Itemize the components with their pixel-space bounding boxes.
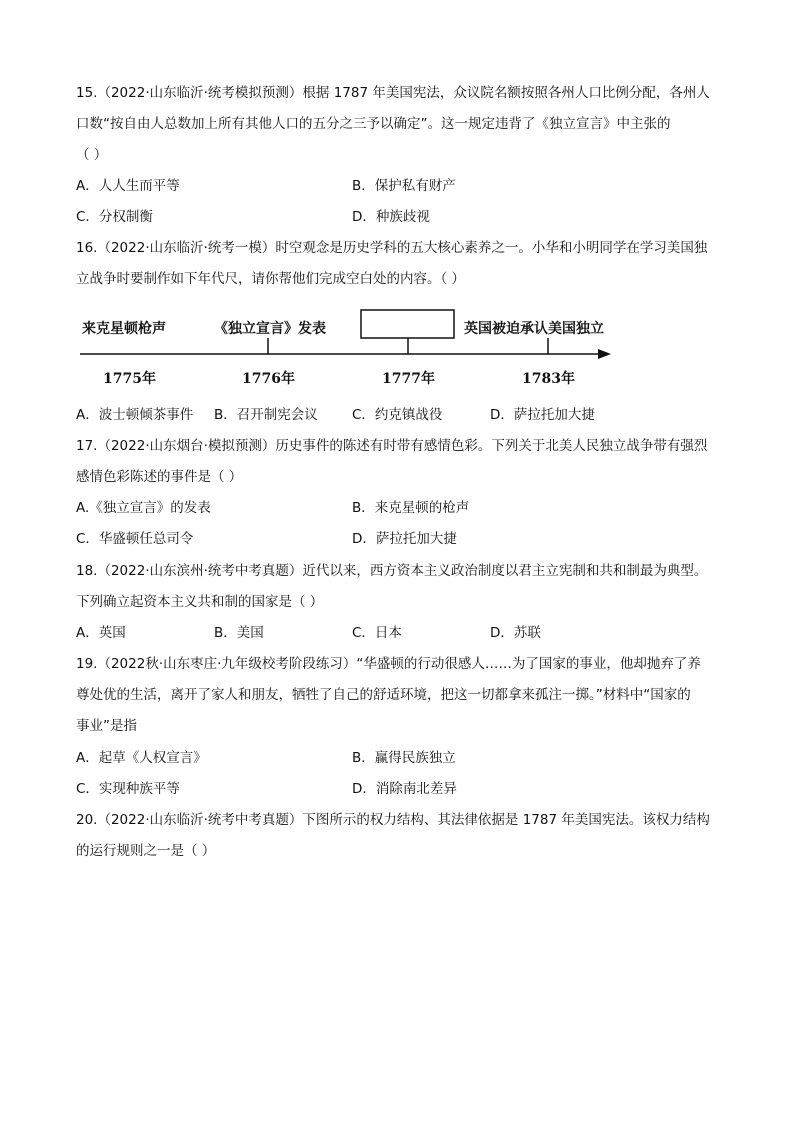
q17-stem-line1: 17.（2022·山东烟台·模拟预测）历史事件的陈述有时带有感情色彩。下列关于北美人民独立战争带有强烈 (76, 438, 708, 454)
q18-stem-line2: 下列确立起资本主义共和制的国家是（ ） (76, 594, 324, 610)
q19-stem-line2: 尊处优的生活，离开了家人和朋友，牺牲了自己的舒适环境，把这一切都拿来孤注一掷。”材料中“国家的 (76, 687, 691, 703)
q16-option-c[interactable]: C．约克镇战役 (352, 407, 443, 423)
timeline-ruler (0, 0, 794, 400)
q17-option-d[interactable]: D．萨拉托加大捷 (352, 531, 457, 547)
q19-stem-line3: 事业”是指 (76, 718, 137, 734)
q19-option-b[interactable]: B．赢得民族独立 (352, 750, 456, 766)
q17-option-b[interactable]: B．来克星顿的枪声 (352, 500, 470, 516)
timeline-arrowhead (598, 349, 611, 359)
q18-option-b[interactable]: B．美国 (214, 625, 264, 641)
timeline-blank-box (361, 310, 454, 338)
timeline-year-1775: 1775年 (103, 371, 156, 387)
timeline-label-1783: 英国被迫承认美国独立 (464, 321, 604, 337)
q18-option-c[interactable]: C．日本 (352, 625, 402, 641)
timeline-year-1783: 1783年 (522, 371, 575, 387)
q18-option-a[interactable]: A．英国 (76, 625, 126, 641)
q16-option-a[interactable]: A．波士顿倾茶事件 (76, 407, 194, 423)
q15-stem-line2: 口数“按自由人总数加上所有其他人口的五分之三予以确定”。这一规定违背了《独立宣言》中主张的 (76, 116, 671, 132)
q15-option-a[interactable]: A．人人生而平等 (76, 178, 180, 194)
timeline-year-1776: 1776年 (242, 371, 295, 387)
q16-option-b[interactable]: B．召开制宪会议 (214, 407, 318, 423)
q20-stem-line1: 20.（2022·山东临沂·统考中考真题）下图所示的权力结构、其法律依据是 1787 年美国宪法。该权力结构 (76, 812, 710, 828)
timeline-year-1777: 1777年 (382, 371, 435, 387)
q15-option-b[interactable]: B．保护私有财产 (352, 178, 456, 194)
q17-option-a[interactable]: A.《独立宣言》的发表 (76, 500, 211, 516)
timeline-label-1776: 《独立宣言》发表 (214, 321, 326, 337)
q18-stem-line1: 18.（2022·山东滨州·统考中考真题）近代以来，西方资本主义政治制度以君主立宪制和共和制最为典型。 (76, 563, 708, 579)
q19-option-c[interactable]: C．实现种族平等 (76, 781, 180, 797)
q20-stem-line2: 的运行规则之一是（ ） (76, 843, 216, 859)
q19-stem-line1: 19.（2022秋·山东枣庄·九年级校考阶段练习）“华盛顿的行动很感人……为了国家的事业，他却抛弃了养 (76, 656, 701, 672)
q16-option-d[interactable]: D．萨拉托加大捷 (490, 407, 595, 423)
q16-stem-line2: 立战争时要制作如下年代尺，请你帮他们完成空白处的内容。（ ） (76, 271, 466, 287)
timeline-label-1775: 来克星顿枪声 (82, 321, 166, 337)
q15-option-c[interactable]: C．分权制衡 (76, 209, 153, 225)
q15-stem-line3: （ ） (76, 147, 108, 163)
q15-stem-line1: 15.（2022·山东临沂·统考模拟预测）根据 1787 年美国宪法，众议院名额按照各州人口比例分配，各州人 (76, 85, 710, 101)
q15-option-d[interactable]: D．种族歧视 (352, 209, 430, 225)
q18-option-d[interactable]: D．苏联 (490, 625, 541, 641)
q16-stem-line1: 16.（2022·山东临沂·统考一模）时空观念是历史学科的五大核心素养之一。小华和小明同学在学习美国独 (76, 240, 708, 256)
q17-option-c[interactable]: C．华盛顿任总司令 (76, 531, 194, 547)
q19-option-d[interactable]: D．消除南北差异 (352, 781, 457, 797)
q17-stem-line2: 感情色彩陈述的事件是（ ） (76, 469, 243, 485)
q19-option-a[interactable]: A．起草《人权宣言》 (76, 750, 207, 766)
